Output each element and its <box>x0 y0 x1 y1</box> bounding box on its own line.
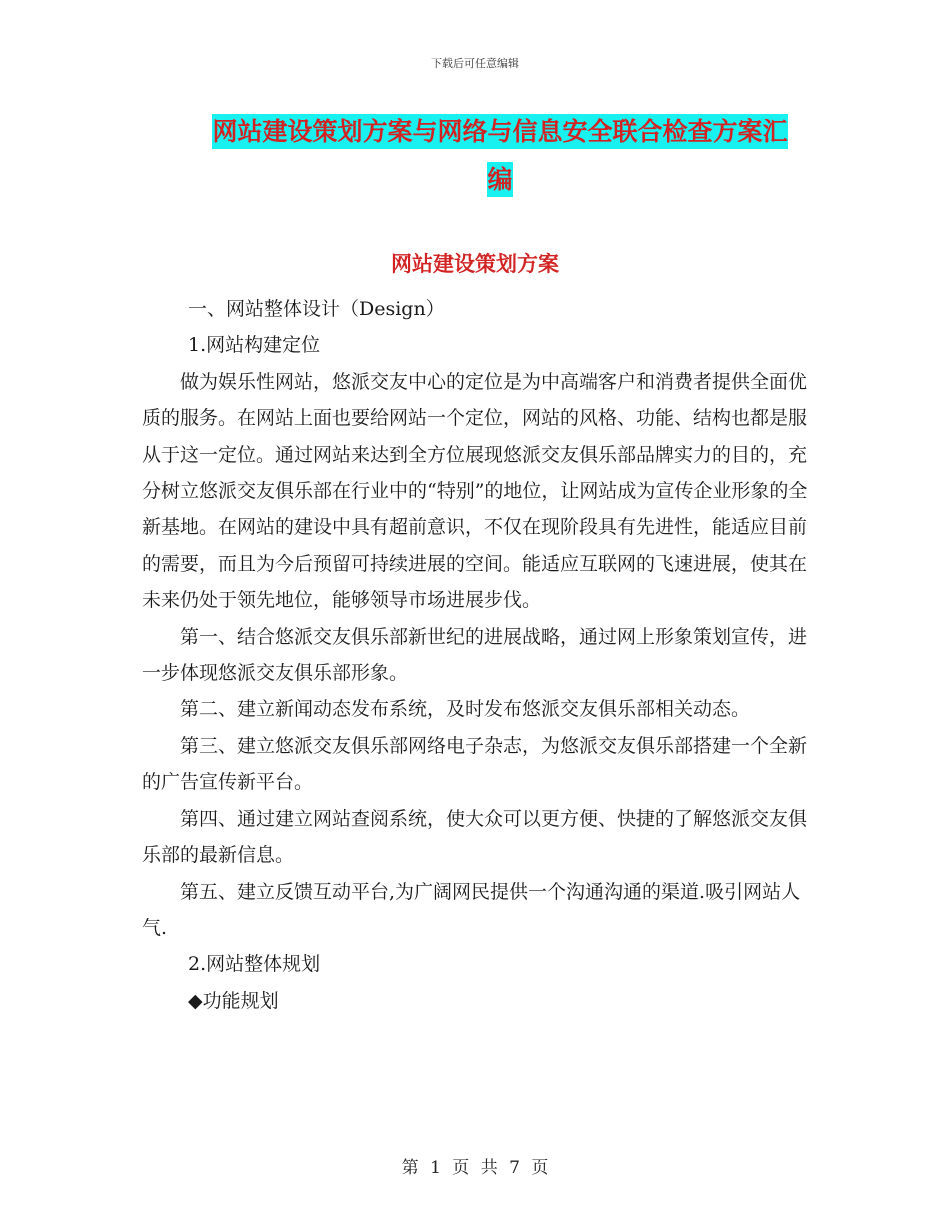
section-title: 网站建设策划方案 <box>391 252 559 276</box>
heading-1-2: 2.网站整体规划 <box>188 953 321 976</box>
heading-1: 一、网站整体设计（Design） <box>188 298 445 320</box>
title-line-1: 网站建设策划方案与网络与信息安全联合检查方案汇 <box>212 114 787 149</box>
document-title <box>140 108 860 204</box>
bullet-function-planning: ◆功能规划 <box>188 989 279 1012</box>
list-item: 第一、结合悠派交友俱乐部新世纪的进展战略，通过网上形象策划宣传，进一步体现悠派交友俱乐部形象。 <box>142 625 808 685</box>
heading-1-1: 1.网站构建定位 <box>188 334 321 357</box>
list-item: 第二、建立新闻动态发布系统，及时发布悠派交友俱乐部相关动态。 <box>180 698 751 721</box>
paragraph-positioning: 做为娱乐性网站，悠派交友中心的定位是为中高端客户和消费者提供全面优质的服务。在网站上面也要给网站一个定位，网站的风格、功能、结构也都是服从于这一定位。通过网站来达到全方位展现悠派交友俱乐部品牌实力的目的，充分树立悠派交友俱乐部在行业中的“特别”的地位，让网站成为宣传企业形象的全新基地。在网站的建设中具有超前意识，不仅在现阶段具有先进性，能适应目前的需要，而且为今后预留可持续进展的空间。能适应互联网的飞速进展，使其在未来仍处于领先地位，能够领导市场进展步伐。 <box>142 370 808 612</box>
list-item: 第五、建立反馈互动平台,为广阔网民提供一个沟通沟通的渠道.吸引网站人气. <box>142 880 801 939</box>
list-item: 第四、通过建立网站查阅系统，使大众可以更方便、快捷的了解悠派交友俱乐部的最新信息。 <box>142 807 808 867</box>
page-footer: 第 1 页 共 7 页 <box>401 1158 549 1178</box>
list-item: 第三、建立悠派交友俱乐部网络电子杂志，为悠派交友俱乐部搭建一个全新的广告宣传新平台。 <box>142 734 808 794</box>
page-header-note: 下载后可任意编辑 <box>431 57 519 70</box>
title-line-2: 编 <box>487 162 512 197</box>
document-body <box>142 291 810 1019</box>
